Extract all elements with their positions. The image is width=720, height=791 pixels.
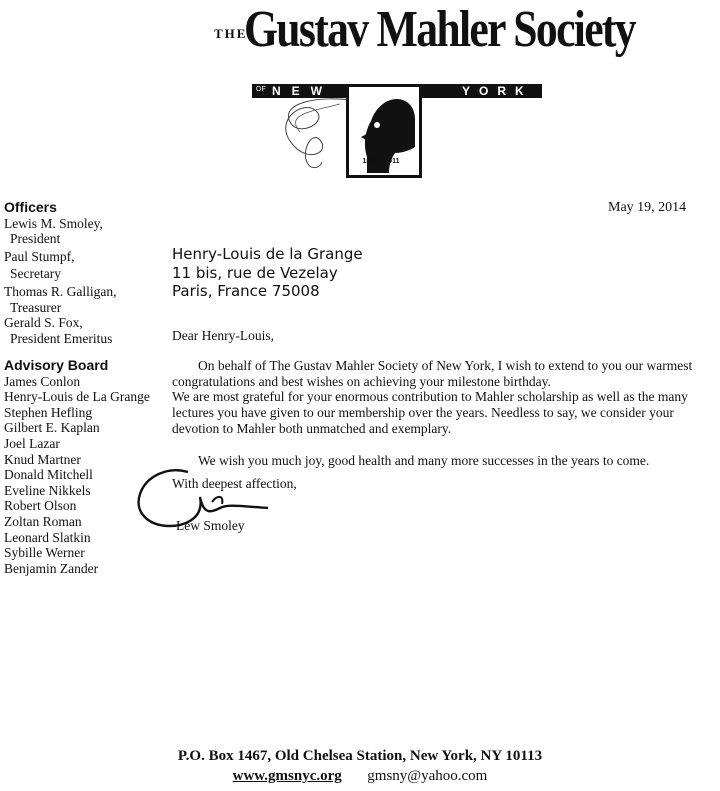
board-member: Benjamin Zander — [4, 560, 99, 576]
board-member: Henry-Louis de La Grange — [4, 389, 150, 405]
recipient-city: Paris, France 75008 — [172, 282, 320, 300]
advisory-board-heading: Advisory Board — [4, 357, 109, 373]
officer-title: President — [10, 231, 61, 247]
officer-name: Lewis M. Smoley, — [4, 215, 103, 231]
officer-title: President Emeritus — [10, 330, 113, 346]
board-member: Robert Olson — [4, 498, 77, 514]
board-member: Zoltan Roman — [4, 513, 82, 529]
recipient-address — [172, 245, 363, 301]
logo-years: 1860 - 1911 — [362, 158, 400, 165]
logo-of: OF — [256, 86, 266, 93]
email-address: gmsny@yahoo.com — [367, 768, 488, 784]
officers-heading: Officers — [4, 199, 57, 215]
officer-name: Thomas R. Galligan, — [4, 283, 117, 299]
signer-name: Lew Smoley — [176, 518, 245, 533]
paragraph-3: We wish you much joy, good health and many more successes in the years to come. — [198, 452, 650, 468]
board-member: Donald Mitchell — [4, 467, 93, 483]
board-member: Joel Lazar — [4, 435, 60, 451]
board-member: Stephen Hefling — [4, 404, 93, 420]
logo-york: YORK — [462, 84, 533, 98]
footer-address: P.O. Box 1467, Old Chelsea Station, New York, NY 10113 — [177, 748, 543, 764]
letter-date: May 19, 2014 — [608, 200, 687, 215]
recipient-street: 11 bis, rue de Vezelay — [172, 263, 338, 282]
paragraph-1: On behalf of The Gustav Mahler Society of New York, I wish to extend to you our warmest congratulations and best wishes on achieving your milestone birthday. — [172, 358, 693, 389]
logo-society-name: Gustav Mahler Society — [244, 1, 635, 58]
closing: With deepest affection, — [172, 476, 297, 491]
officer-name: Gerald S. Fox, — [4, 315, 83, 331]
officers-list — [4, 200, 184, 346]
recipient-name: Henry-Louis de la Grange — [172, 245, 363, 263]
board-member: Knud Martner — [4, 451, 81, 467]
board-member: James Conlon — [4, 373, 81, 389]
officer-title: Treasurer — [10, 299, 62, 315]
officer-title: Secretary — [10, 266, 61, 282]
logo-flourish-icon — [260, 92, 360, 172]
website-link[interactable]: www.gmsnyc.org — [232, 768, 342, 784]
salutation: Dear Henry-Louis, — [172, 328, 274, 343]
board-member: Sybille Werner — [4, 545, 85, 561]
logo-new: NEW — [272, 84, 333, 98]
letterhead-logo — [200, 0, 635, 200]
board-member: Leonard Slatkin — [4, 529, 91, 545]
paragraph-2: We are most grateful for your enormous contribution to Mahler scholarship as well as the many lectures you have given to our membership over the years. Needless to say, we consider your devotion to Mahler both unmatched and exemplary. — [172, 389, 688, 436]
footer-contact — [0, 768, 720, 785]
officer-name: Paul Stumpf, — [4, 248, 75, 264]
board-member: Eveline Nikkels — [4, 482, 91, 498]
logo-the: THE — [214, 26, 248, 41]
board-member: Gilbert E. Kaplan — [4, 420, 100, 436]
letter-body — [172, 358, 712, 468]
